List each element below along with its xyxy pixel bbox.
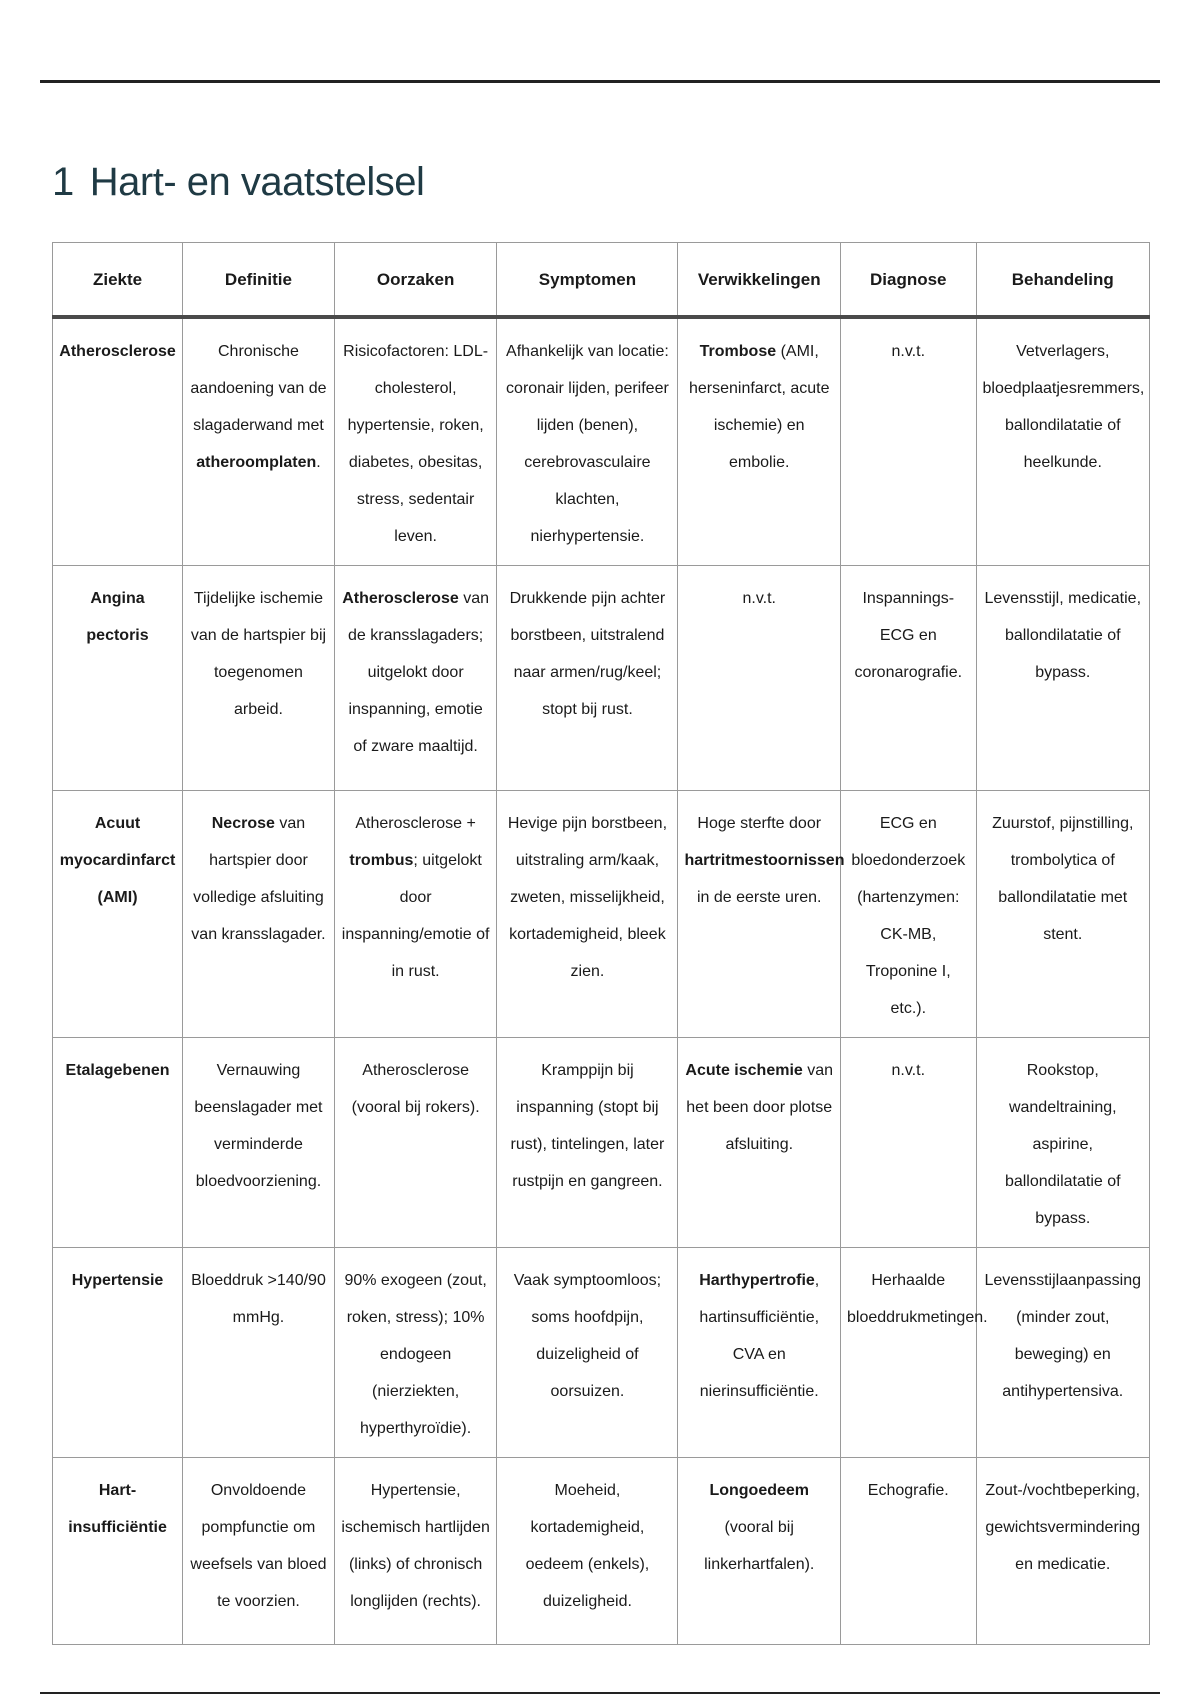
top-rule (40, 80, 1160, 83)
cell-verwikkelingen: Harthypertrofie, hartinsufficiëntie, CVA en nierinsufficiëntie. (678, 1248, 841, 1458)
cell-ziekte: Hart-insufficiëntie (53, 1458, 183, 1645)
table-row (53, 317, 1150, 566)
table-row (53, 1458, 1150, 1645)
cell-diagnose: n.v.t. (841, 317, 976, 566)
cell-diagnose: Herhaalde bloeddrukmetingen. (841, 1248, 976, 1458)
disease-table (52, 242, 1150, 1645)
cell-symptomen: Afhankelijk van locatie: coronair lijden, perifeer lijden (benen), cerebrovasculaire klachten, nierhypertensie. (497, 317, 678, 566)
cell-verwikkelingen: n.v.t. (678, 566, 841, 791)
cell-ziekte: Atherosclerose (53, 317, 183, 566)
table-row (53, 1248, 1150, 1458)
table-header-row (53, 243, 1150, 318)
cell-verwikkelingen: Acute ischemie van het been door plotse afsluiting. (678, 1038, 841, 1248)
cell-verwikkelingen: Longoedeem (vooral bij linkerhartfalen). (678, 1458, 841, 1645)
cell-symptomen: Moeheid, kortademigheid, oedeem (enkels), duizeligheid. (497, 1458, 678, 1645)
cell-behandeling: Rookstop, wandeltraining, aspirine, ballondilatatie of bypass. (976, 1038, 1149, 1248)
cell-ziekte: Etalagebenen (53, 1038, 183, 1248)
table-row (53, 791, 1150, 1038)
header-symptomen: Symptomen (497, 243, 678, 318)
header-ziekte: Ziekte (53, 243, 183, 318)
cell-definitie: Chronische aandoening van de slagaderwand met atheroomplaten. (183, 317, 335, 566)
table-row (53, 566, 1150, 791)
cell-definitie: Necrose van hartspier door volledige afsluiting van kransslagader. (183, 791, 335, 1038)
header-definitie: Definitie (183, 243, 335, 318)
cell-oorzaken: Risicofactoren: LDL-cholesterol, hypertensie, roken, diabetes, obesitas, stress, sedentair leven. (334, 317, 497, 566)
cell-behandeling: Zuurstof, pijnstilling, trombolytica of ballondilatatie met stent. (976, 791, 1149, 1038)
cell-oorzaken: Atherosclerose + trombus; uitgelokt door inspanning/emotie of in rust. (334, 791, 497, 1038)
cell-diagnose: n.v.t. (841, 1038, 976, 1248)
section-heading (52, 160, 424, 205)
cell-behandeling: Vetverlagers, bloedplaatjesremmers, ballondilatatie of heelkunde. (976, 317, 1149, 566)
section-number: 1 (52, 160, 74, 204)
cell-diagnose: Inspannings-ECG en coronarografie. (841, 566, 976, 791)
cell-symptomen: Vaak symptoomloos; soms hoofdpijn, duizeligheid of oorsuizen. (497, 1248, 678, 1458)
cell-oorzaken: Hypertensie, ischemisch hartlijden (links) of chronisch longlijden (rechts). (334, 1458, 497, 1645)
cell-oorzaken: 90% exogeen (zout, roken, stress); 10% endogeen (nierziekten, hyperthyroïdie). (334, 1248, 497, 1458)
cell-behandeling: Levensstijl, medicatie, ballondilatatie of bypass. (976, 566, 1149, 791)
cell-definitie: Bloeddruk >140/90 mmHg. (183, 1248, 335, 1458)
cell-verwikkelingen: Trombose (AMI, herseninfarct, acute ischemie) en embolie. (678, 317, 841, 566)
header-verwikkelingen: Verwikkelingen (678, 243, 841, 318)
cell-oorzaken: Atherosclerose (vooral bij rokers). (334, 1038, 497, 1248)
section-title: Hart- en vaatstelsel (89, 160, 425, 204)
header-oorzaken: Oorzaken (334, 243, 497, 318)
cell-definitie: Tijdelijke ischemie van de hartspier bij toegenomen arbeid. (183, 566, 335, 791)
cell-diagnose: Echografie. (841, 1458, 976, 1645)
cell-diagnose: ECG en bloedonderzoek (hartenzymen: CK-MB, Troponine I, etc.). (841, 791, 976, 1038)
cell-oorzaken: Atherosclerose van de kransslagaders; uitgelokt door inspanning, emotie of zware maaltijd. (334, 566, 497, 791)
cell-verwikkelingen: Hoge sterfte door hartritmestoornissen in de eerste uren. (678, 791, 841, 1038)
cell-behandeling: Levensstijlaanpassing (minder zout, beweging) en antihypertensiva. (976, 1248, 1149, 1458)
cell-ziekte: Hypertensie (53, 1248, 183, 1458)
cell-ziekte: Angina pectoris (53, 566, 183, 791)
cell-behandeling: Zout-/vochtbeperking, gewichtsvermindering en medicatie. (976, 1458, 1149, 1645)
cell-definitie: Vernauwing beenslagader met verminderde bloedvoorziening. (183, 1038, 335, 1248)
cell-ziekte: Acuut myocardinfarct (AMI) (53, 791, 183, 1038)
header-behandeling: Behandeling (976, 243, 1149, 318)
header-diagnose: Diagnose (841, 243, 976, 318)
bottom-rule (40, 1692, 1160, 1694)
table-row (53, 1038, 1150, 1248)
cell-symptomen: Kramppijn bij inspanning (stopt bij rust), tintelingen, later rustpijn en gangreen. (497, 1038, 678, 1248)
cell-symptomen: Drukkende pijn achter borstbeen, uitstralend naar armen/rug/keel; stopt bij rust. (497, 566, 678, 791)
cell-definitie: Onvoldoende pompfunctie om weefsels van bloed te voorzien. (183, 1458, 335, 1645)
cell-symptomen: Hevige pijn borstbeen, uitstraling arm/kaak, zweten, misselijkheid, kortademigheid, bleek zien. (497, 791, 678, 1038)
